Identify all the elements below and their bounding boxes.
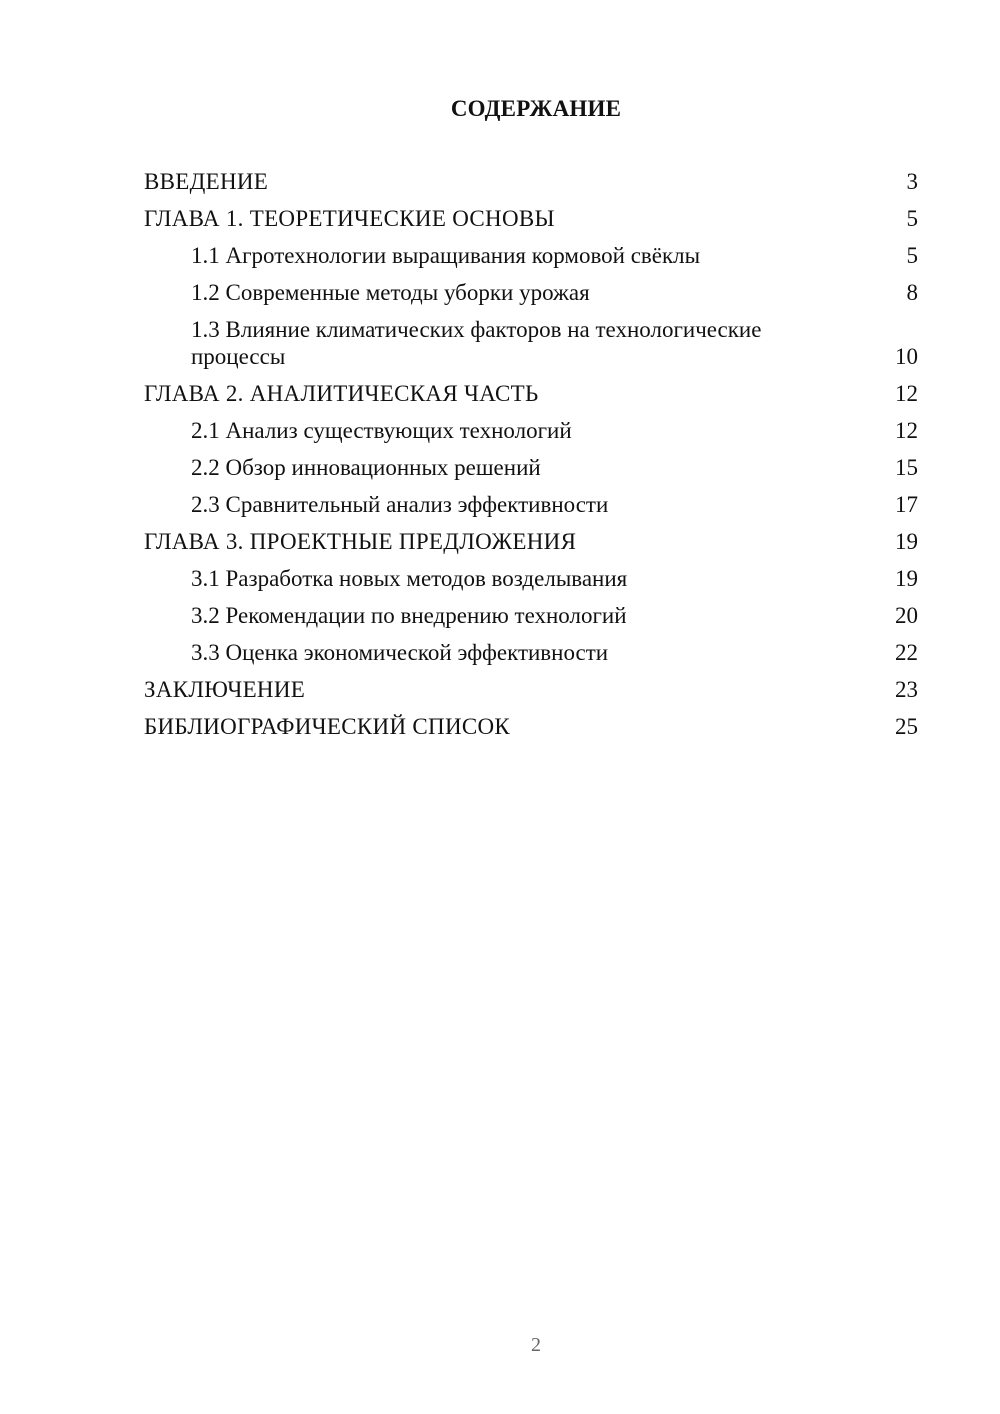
toc-entry-chapter-3[interactable]: [144, 528, 918, 555]
toc-entry-text: 3.3 Оценка экономической эффективности: [191, 640, 609, 665]
toc-entry-text: 1.3 Влияние климатических факторов на технологические процессы: [191, 317, 762, 369]
toc-entry-section-2-1[interactable]: [144, 417, 918, 444]
toc-entry-chapter-1[interactable]: [144, 205, 918, 232]
toc-entry-page: 22: [895, 640, 918, 665]
toc-entry-section-3-2[interactable]: [144, 602, 918, 629]
toc-entry-page: 12: [895, 418, 918, 443]
toc-entry-section-3-3[interactable]: [144, 639, 918, 666]
toc-entry-page: 10: [895, 344, 918, 369]
toc-entry-section-2-3[interactable]: [144, 491, 918, 518]
table-of-contents: [144, 168, 918, 750]
toc-entry-page: 19: [895, 529, 918, 554]
toc-entry-page: 5: [906, 206, 918, 231]
toc-entry-page: 12: [895, 381, 918, 406]
toc-entry-page: 20: [895, 603, 918, 628]
toc-entry-section-1-2[interactable]: [144, 279, 918, 306]
toc-entry-bibliography[interactable]: [144, 713, 918, 740]
toc-entry-text: 1.2 Современные методы уборки урожая: [191, 280, 590, 305]
toc-entry-page: 15: [895, 455, 918, 480]
toc-entry-section-1-3[interactable]: [144, 316, 918, 370]
toc-entry-text: 2.2 Обзор инновационных решений: [191, 455, 541, 480]
toc-entry-text: 3.2 Рекомендации по внедрению технологий: [191, 603, 627, 628]
toc-entry-page: 25: [895, 714, 918, 739]
toc-entry-text: ГЛАВА 3. ПРОЕКТНЫЕ ПРЕДЛОЖЕНИЯ: [144, 529, 577, 554]
toc-entry-text: 3.1 Разработка новых методов возделывания: [191, 566, 628, 591]
toc-entry-introduction[interactable]: [144, 168, 918, 195]
toc-entry-text: 2.3 Сравнительный анализ эффективности: [191, 492, 609, 517]
toc-entry-text: БИБЛИОГРАФИЧЕСКИЙ СПИСОК: [144, 714, 511, 739]
toc-entry-text: 1.1 Агротехнологии выращивания кормовой свёклы: [191, 243, 701, 268]
toc-entry-text: 2.1 Анализ существующих технологий: [191, 418, 572, 443]
toc-entry-text: ВВЕДЕНИЕ: [144, 169, 269, 194]
toc-entry-section-3-1[interactable]: [144, 565, 918, 592]
toc-entry-section-2-2[interactable]: [144, 454, 918, 481]
toc-entry-section-1-1[interactable]: [144, 242, 918, 269]
toc-entry-conclusion[interactable]: [144, 676, 918, 703]
toc-entry-page: 8: [906, 280, 918, 305]
page-title: СОДЕРЖАНИЕ: [450, 96, 622, 121]
toc-entry-text: ГЛАВА 1. ТЕОРЕТИЧЕСКИЕ ОСНОВЫ: [144, 206, 555, 231]
toc-entry-page: 23: [895, 677, 918, 702]
toc-entry-page: 19: [895, 566, 918, 591]
page-number: 2: [531, 1334, 541, 1356]
toc-entry-page: 5: [906, 243, 918, 268]
toc-entry-page: 3: [906, 169, 918, 194]
toc-entry-page: 17: [895, 492, 918, 517]
toc-entry-text: ГЛАВА 2. АНАЛИТИЧЕСКАЯ ЧАСТЬ: [144, 381, 539, 406]
toc-entry-text: ЗАКЛЮЧЕНИЕ: [144, 677, 306, 702]
toc-entry-chapter-2[interactable]: [144, 380, 918, 407]
